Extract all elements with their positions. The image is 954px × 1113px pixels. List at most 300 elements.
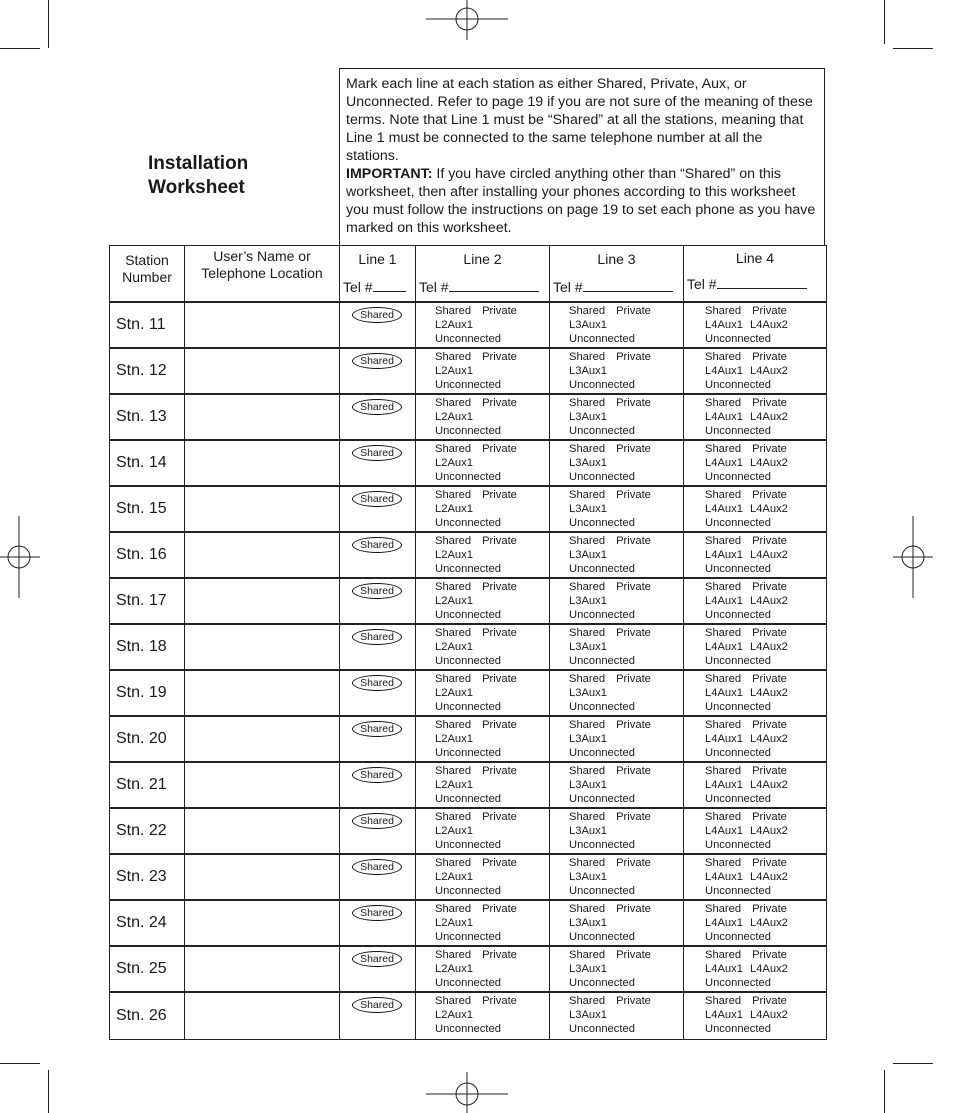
user-name-cell[interactable] [185,394,340,440]
option-shared[interactable]: Shared [569,718,606,731]
option-private[interactable]: Private [752,672,787,685]
line-1-shared-circled[interactable]: Shared [352,399,402,415]
option-l2aux1[interactable]: L2Aux1 [435,318,473,331]
user-name-cell[interactable] [185,808,340,854]
option-l2aux1[interactable]: L2Aux1 [435,686,473,699]
option-private[interactable]: Private [482,948,517,961]
header-line-4 [684,246,827,302]
line-1-cell [340,670,416,716]
line-1-cell [340,854,416,900]
tel-field-line-2[interactable] [419,279,539,295]
station-number: Stn. 11 [110,302,185,348]
option-shared[interactable]: Shared [705,948,742,961]
option-shared[interactable]: Shared [569,902,606,915]
option-unconnected[interactable]: Unconnected [435,1022,501,1035]
option-unconnected[interactable]: Unconnected [705,838,771,851]
line-1-shared-circled[interactable]: Shared [352,767,402,783]
line-1-cell [340,440,416,486]
option-private[interactable]: Private [752,580,787,593]
option-private[interactable]: Private [752,902,787,915]
option-private[interactable]: Private [616,304,651,317]
option-private[interactable]: Private [482,810,517,823]
tel-label: Tel # [687,275,717,292]
option-shared[interactable]: Shared [569,580,606,593]
line-1-shared-circled[interactable]: Shared [352,951,402,967]
option-l4aux1[interactable]: L4Aux1 [705,916,743,929]
option-unconnected[interactable]: Unconnected [435,700,501,713]
line-2-options [416,532,550,578]
option-unconnected[interactable]: Unconnected [435,608,501,621]
option-private[interactable]: Private [752,810,787,823]
option-private[interactable]: Private [752,718,787,731]
option-l3aux1[interactable]: L3Aux1 [569,502,607,515]
line-1-shared-circled[interactable]: Shared [352,675,402,691]
option-l3aux1[interactable]: L3Aux1 [569,732,607,745]
option-shared[interactable]: Shared [435,810,472,823]
option-l2aux1[interactable]: L2Aux1 [435,456,473,469]
tel-field-line-3[interactable] [553,279,673,295]
option-private[interactable]: Private [482,442,517,455]
option-shared[interactable]: Shared [569,488,606,501]
station-row [110,946,827,992]
option-private[interactable]: Private [616,810,651,823]
option-unconnected[interactable]: Unconnected [435,746,501,759]
line-1-shared-circled[interactable]: Shared [352,905,402,921]
option-l4aux1[interactable]: L4Aux1 [705,456,743,469]
option-l4aux2[interactable]: L4Aux2 [749,732,788,745]
option-unconnected[interactable]: Unconnected [705,424,771,437]
option-l2aux1[interactable]: L2Aux1 [435,962,473,975]
option-shared[interactable]: Shared [705,810,742,823]
option-l2aux1[interactable]: L2Aux1 [435,778,473,791]
option-l4aux2[interactable]: L4Aux2 [749,870,788,883]
option-l4aux2[interactable]: L4Aux2 [749,364,788,377]
option-private[interactable]: Private [752,856,787,869]
option-shared[interactable]: Shared [435,442,472,455]
line-3-options [550,440,684,486]
option-private[interactable]: Private [616,764,651,777]
option-shared[interactable]: Shared [569,810,606,823]
option-unconnected[interactable]: Unconnected [569,424,635,437]
line-4-options [684,532,827,578]
option-shared[interactable]: Shared [705,488,742,501]
option-unconnected[interactable]: Unconnected [435,470,501,483]
option-l3aux1[interactable]: L3Aux1 [569,594,607,607]
option-unconnected[interactable]: Unconnected [569,838,635,851]
option-unconnected[interactable]: Unconnected [569,332,635,345]
line-1-shared-circled[interactable]: Shared [352,491,402,507]
option-shared[interactable]: Shared [435,672,472,685]
option-l3aux1[interactable]: L3Aux1 [569,456,607,469]
option-shared[interactable]: Shared [435,764,472,777]
user-name-cell[interactable] [185,348,340,394]
option-private[interactable]: Private [616,672,651,685]
option-l4aux1[interactable]: L4Aux1 [705,410,743,423]
option-private[interactable]: Private [482,350,517,363]
user-name-cell[interactable] [185,578,340,624]
line-4-options [684,716,827,762]
option-private[interactable]: Private [482,534,517,547]
option-private[interactable]: Private [482,672,517,685]
option-unconnected[interactable]: Unconnected [569,976,635,989]
option-unconnected[interactable]: Unconnected [435,976,501,989]
crop-mark [884,0,885,44]
user-name-cell[interactable] [185,302,340,348]
line-1-shared-circled[interactable]: Shared [352,813,402,829]
option-unconnected[interactable]: Unconnected [435,838,501,851]
option-private[interactable]: Private [482,304,517,317]
line-1-cell [340,302,416,348]
option-shared[interactable]: Shared [435,534,472,547]
option-unconnected[interactable]: Unconnected [569,516,635,529]
line-3-options [550,348,684,394]
line-3-options [550,854,684,900]
option-l4aux1[interactable]: L4Aux1 [705,318,743,331]
tel-label: Tel # [419,278,449,295]
option-l2aux1[interactable]: L2Aux1 [435,732,473,745]
option-l4aux2[interactable]: L4Aux2 [749,824,788,837]
option-l2aux1[interactable]: L2Aux1 [435,410,473,423]
option-l4aux1[interactable]: L4Aux1 [705,778,743,791]
option-l4aux1[interactable]: L4Aux1 [705,502,743,515]
station-number: Stn. 14 [110,440,185,486]
user-name-cell[interactable] [185,716,340,762]
option-shared[interactable]: Shared [435,994,472,1007]
option-l4aux1[interactable]: L4Aux1 [705,962,743,975]
option-l4aux2[interactable]: L4Aux2 [749,1008,788,1021]
option-l4aux2[interactable]: L4Aux2 [749,318,788,331]
line-1-cell [340,900,416,946]
user-name-cell[interactable] [185,440,340,486]
option-private[interactable]: Private [482,994,517,1007]
option-l4aux2[interactable]: L4Aux2 [749,640,788,653]
option-unconnected[interactable]: Unconnected [705,654,771,667]
option-unconnected[interactable]: Unconnected [705,332,771,345]
option-private[interactable]: Private [616,396,651,409]
option-private[interactable]: Private [752,488,787,501]
line-4-options [684,992,827,1040]
option-shared[interactable]: Shared [705,994,742,1007]
option-shared[interactable]: Shared [435,948,472,961]
option-l4aux2[interactable]: L4Aux2 [749,594,788,607]
important-note [346,165,818,237]
option-shared[interactable]: Shared [705,350,742,363]
option-private[interactable]: Private [752,304,787,317]
option-shared[interactable]: Shared [705,304,742,317]
option-unconnected[interactable]: Unconnected [705,378,771,391]
option-private[interactable]: Private [616,718,651,731]
option-l3aux1[interactable]: L3Aux1 [569,962,607,975]
option-unconnected[interactable]: Unconnected [705,1022,771,1035]
option-l3aux1[interactable]: L3Aux1 [569,318,607,331]
option-private[interactable]: Private [482,902,517,915]
option-private[interactable]: Private [616,488,651,501]
option-shared[interactable]: Shared [705,764,742,777]
option-l3aux1[interactable]: L3Aux1 [569,640,607,653]
option-l2aux1[interactable]: L2Aux1 [435,640,473,653]
option-private[interactable]: Private [482,580,517,593]
option-l3aux1[interactable]: L3Aux1 [569,686,607,699]
option-private[interactable]: Private [616,994,651,1007]
option-l3aux1[interactable]: L3Aux1 [569,916,607,929]
option-l4aux2[interactable]: L4Aux2 [749,778,788,791]
option-unconnected[interactable]: Unconnected [569,930,635,943]
option-l2aux1[interactable]: L2Aux1 [435,364,473,377]
option-shared[interactable]: Shared [435,626,472,639]
option-shared[interactable]: Shared [569,442,606,455]
station-number: Stn. 24 [110,900,185,946]
option-l2aux1[interactable]: L2Aux1 [435,870,473,883]
option-shared[interactable]: Shared [435,856,472,869]
crop-mark [0,1063,40,1064]
line-1-shared-circled[interactable]: Shared [352,859,402,875]
line-1-shared-circled[interactable]: Shared [352,537,402,553]
option-unconnected[interactable]: Unconnected [705,470,771,483]
line-1-cell [340,624,416,670]
option-unconnected[interactable]: Unconnected [435,424,501,437]
option-l4aux1[interactable]: L4Aux1 [705,640,743,653]
line-4-options [684,486,827,532]
option-private[interactable]: Private [616,350,651,363]
option-shared[interactable]: Shared [705,442,742,455]
option-l4aux2[interactable]: L4Aux2 [749,548,788,561]
option-unconnected[interactable]: Unconnected [569,654,635,667]
station-row [110,624,827,670]
option-private[interactable]: Private [752,626,787,639]
option-unconnected[interactable]: Unconnected [569,608,635,621]
line-1-cell [340,946,416,992]
option-shared[interactable]: Shared [705,534,742,547]
option-shared[interactable]: Shared [569,304,606,317]
option-l4aux2[interactable]: L4Aux2 [749,916,788,929]
option-unconnected[interactable]: Unconnected [705,700,771,713]
worksheet-table [109,245,827,1040]
option-unconnected[interactable]: Unconnected [569,792,635,805]
option-private[interactable]: Private [616,442,651,455]
option-private[interactable]: Private [482,856,517,869]
option-l3aux1[interactable]: L3Aux1 [569,778,607,791]
line-1-shared-circled[interactable]: Shared [352,445,402,461]
option-shared[interactable]: Shared [435,350,472,363]
option-shared[interactable]: Shared [435,580,472,593]
user-name-cell[interactable] [185,992,340,1040]
option-shared[interactable]: Shared [705,396,742,409]
option-l4aux1[interactable]: L4Aux1 [705,548,743,561]
option-unconnected[interactable]: Unconnected [435,378,501,391]
station-row [110,716,827,762]
user-name-cell[interactable] [185,946,340,992]
option-unconnected[interactable]: Unconnected [435,884,501,897]
user-name-cell[interactable] [185,854,340,900]
user-name-cell[interactable] [185,762,340,808]
station-number: Stn. 19 [110,670,185,716]
option-l4aux1[interactable]: L4Aux1 [705,686,743,699]
option-l3aux1[interactable]: L3Aux1 [569,870,607,883]
option-unconnected[interactable]: Unconnected [705,976,771,989]
option-l2aux1[interactable]: L2Aux1 [435,1008,473,1021]
option-unconnected[interactable]: Unconnected [705,562,771,575]
option-private[interactable]: Private [752,396,787,409]
option-unconnected[interactable]: Unconnected [435,332,501,345]
option-l2aux1[interactable]: L2Aux1 [435,594,473,607]
crop-mark [0,48,40,49]
option-l3aux1[interactable]: L3Aux1 [569,548,607,561]
option-unconnected[interactable]: Unconnected [569,562,635,575]
option-unconnected[interactable]: Unconnected [705,930,771,943]
option-l3aux1[interactable]: L3Aux1 [569,364,607,377]
user-name-cell[interactable] [185,624,340,670]
option-shared[interactable]: Shared [569,672,606,685]
option-shared[interactable]: Shared [435,396,472,409]
option-l4aux1[interactable]: L4Aux1 [705,594,743,607]
line-3-options [550,946,684,992]
line-1-cell [340,532,416,578]
station-row [110,486,827,532]
option-l3aux1[interactable]: L3Aux1 [569,410,607,423]
line-3-options [550,486,684,532]
option-l4aux1[interactable]: L4Aux1 [705,732,743,745]
line-1-shared-circled[interactable]: Shared [352,721,402,737]
option-shared[interactable]: Shared [569,856,606,869]
option-shared[interactable]: Shared [435,304,472,317]
option-l2aux1[interactable]: L2Aux1 [435,548,473,561]
option-private[interactable]: Private [616,856,651,869]
option-shared[interactable]: Shared [705,902,742,915]
tel-field-line-1[interactable] [343,279,406,295]
option-unconnected[interactable]: Unconnected [705,516,771,529]
option-unconnected[interactable]: Unconnected [705,746,771,759]
option-l2aux1[interactable]: L2Aux1 [435,502,473,515]
user-name-cell[interactable] [185,486,340,532]
option-private[interactable]: Private [616,626,651,639]
option-shared[interactable]: Shared [569,764,606,777]
option-private[interactable]: Private [616,534,651,547]
instructions-text: Mark each line at each station as either Shared, Private, Aux, or Unconnected. Refer to page 19 if you are not sure of the meaning of these terms. Note that Line 1 must be “Shared” at all the stations, meaning that Line 1 must be connected to the same telephone number at all the stations. [346,76,813,164]
option-unconnected[interactable]: Unconnected [569,470,635,483]
option-private[interactable]: Private [482,626,517,639]
option-shared[interactable]: Shared [569,534,606,547]
option-private[interactable]: Private [752,948,787,961]
option-l4aux2[interactable]: L4Aux2 [749,502,788,515]
option-l4aux1[interactable]: L4Aux1 [705,364,743,377]
option-unconnected[interactable]: Unconnected [705,884,771,897]
option-private[interactable]: Private [482,488,517,501]
option-unconnected[interactable]: Unconnected [435,930,501,943]
option-shared[interactable]: Shared [705,856,742,869]
station-number: Stn. 25 [110,946,185,992]
tel-field-line-4[interactable] [687,276,807,292]
line-2-options [416,578,550,624]
option-unconnected[interactable]: Unconnected [569,746,635,759]
option-unconnected[interactable]: Unconnected [569,884,635,897]
option-l4aux2[interactable]: L4Aux2 [749,410,788,423]
line-3-options [550,716,684,762]
option-private[interactable]: Private [616,902,651,915]
option-l4aux2[interactable]: L4Aux2 [749,456,788,469]
line-1-shared-circled[interactable]: Shared [352,629,402,645]
station-number: Stn. 18 [110,624,185,670]
option-private[interactable]: Private [752,764,787,777]
option-l2aux1[interactable]: L2Aux1 [435,824,473,837]
tel-label: Tel # [343,278,373,295]
option-l4aux2[interactable]: L4Aux2 [749,686,788,699]
option-shared[interactable]: Shared [705,672,742,685]
option-shared[interactable]: Shared [705,626,742,639]
option-private[interactable]: Private [616,580,651,593]
tel-label: Tel # [553,278,583,295]
line-4-options [684,302,827,348]
user-name-cell[interactable] [185,900,340,946]
option-private[interactable]: Private [482,764,517,777]
line-1-shared-circled[interactable]: Shared [352,307,402,323]
station-row [110,578,827,624]
station-row [110,900,827,946]
option-l3aux1[interactable]: L3Aux1 [569,1008,607,1021]
option-shared[interactable]: Shared [569,994,606,1007]
important-label: IMPORTANT: [346,166,433,182]
option-shared[interactable]: Shared [569,626,606,639]
station-number: Stn. 13 [110,394,185,440]
line-1-shared-circled[interactable]: Shared [352,583,402,599]
option-unconnected[interactable]: Unconnected [569,378,635,391]
station-row [110,394,827,440]
line-1-shared-circled[interactable]: Shared [352,353,402,369]
option-private[interactable]: Private [752,994,787,1007]
line-4-options [684,946,827,992]
line-2-options [416,762,550,808]
option-l2aux1[interactable]: L2Aux1 [435,916,473,929]
option-unconnected[interactable]: Unconnected [435,562,501,575]
option-shared[interactable]: Shared [705,580,742,593]
option-unconnected[interactable]: Unconnected [569,700,635,713]
option-l3aux1[interactable]: L3Aux1 [569,824,607,837]
line-1-shared-circled[interactable]: Shared [352,997,402,1013]
option-shared[interactable]: Shared [705,718,742,731]
option-private[interactable]: Private [752,534,787,547]
option-private[interactable]: Private [752,442,787,455]
option-shared[interactable]: Shared [569,350,606,363]
option-shared[interactable]: Shared [569,396,606,409]
option-l4aux1[interactable]: L4Aux1 [705,870,743,883]
crop-mark [893,1063,933,1064]
line-2-options [416,854,550,900]
line-4-options [684,900,827,946]
option-unconnected[interactable]: Unconnected [705,608,771,621]
option-unconnected[interactable]: Unconnected [705,792,771,805]
option-shared[interactable]: Shared [569,948,606,961]
option-unconnected[interactable]: Unconnected [569,1022,635,1035]
option-shared[interactable]: Shared [435,718,472,731]
option-unconnected[interactable]: Unconnected [435,792,501,805]
option-private[interactable]: Private [752,350,787,363]
option-private[interactable]: Private [482,718,517,731]
user-name-cell[interactable] [185,532,340,578]
option-private[interactable]: Private [616,948,651,961]
station-number: Stn. 17 [110,578,185,624]
option-l4aux1[interactable]: L4Aux1 [705,824,743,837]
option-shared[interactable]: Shared [435,488,472,501]
user-name-cell[interactable] [185,670,340,716]
option-unconnected[interactable]: Unconnected [435,516,501,529]
option-private[interactable]: Private [482,396,517,409]
station-row [110,302,827,348]
line-1-cell [340,808,416,854]
option-l4aux2[interactable]: L4Aux2 [749,962,788,975]
option-l4aux1[interactable]: L4Aux1 [705,1008,743,1021]
option-shared[interactable]: Shared [435,902,472,915]
option-unconnected[interactable]: Unconnected [435,654,501,667]
line-4-options [684,440,827,486]
